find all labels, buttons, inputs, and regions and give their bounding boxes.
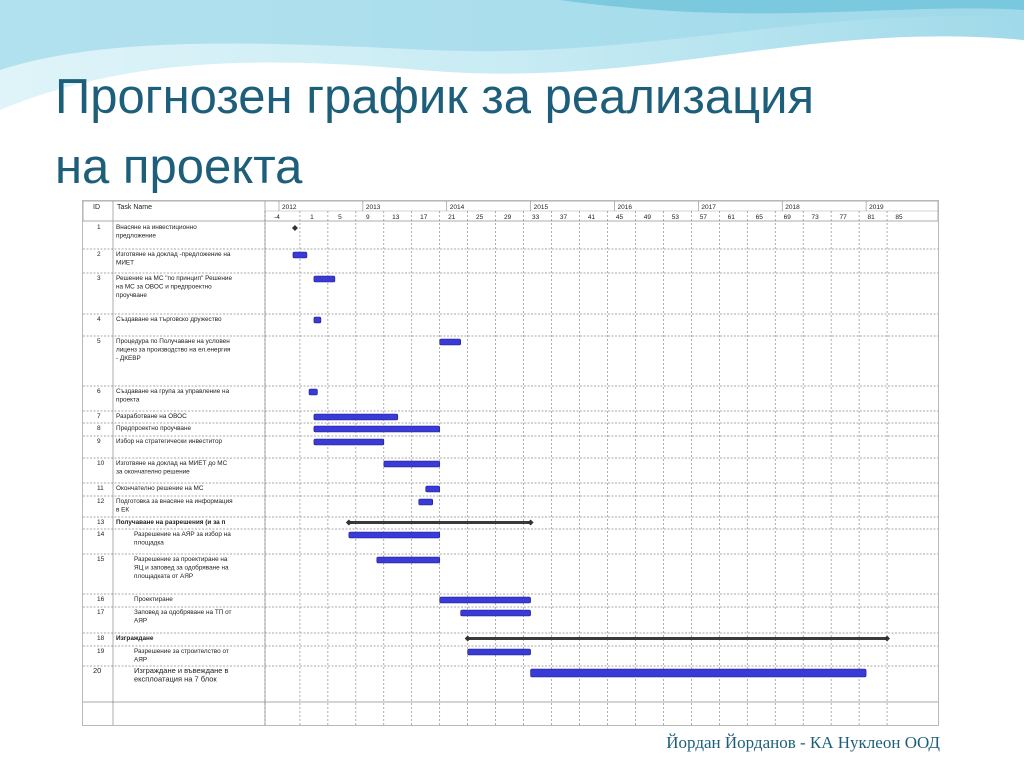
row-id: 2 (97, 251, 101, 258)
year-label: 2014 (449, 204, 465, 211)
header-task-name: Task Name (117, 204, 153, 211)
row-task-name: Подготовка за внасяне на информация (116, 498, 233, 505)
task-bar (440, 339, 461, 345)
summary-end-cap (884, 636, 890, 642)
tick-label: 69 (783, 214, 791, 221)
gantt-row (83, 596, 938, 607)
row-id: 1 (97, 224, 101, 231)
row-task-name: площадката от АЯР (134, 573, 194, 580)
gantt-row (83, 388, 938, 411)
tick-label: 57 (699, 214, 707, 221)
row-task-name: за окончателно решение (116, 468, 190, 476)
row-task-name: - ДКЕВР (116, 355, 141, 362)
gantt-row (83, 460, 938, 483)
header-id: ID (93, 204, 100, 211)
task-bar (314, 426, 440, 432)
row-task-name: Изготвяне на доклад -предложение на (116, 251, 231, 258)
row-task-name: площадка (134, 539, 164, 547)
year-label: 2018 (785, 204, 800, 211)
footer-author: Йордан Йорданов - КА Нуклеон ООД (666, 733, 940, 752)
row-id: 3 (97, 275, 101, 282)
gantt-row (83, 666, 938, 702)
tick-label: 21 (448, 214, 456, 221)
row-task-name: Изграждане (116, 635, 154, 642)
row-task-name: Разрешение за строителство от (134, 648, 229, 655)
row-task-name: Получаване на разрешения (и за п (116, 519, 226, 526)
gantt-row (83, 251, 938, 273)
row-id: 19 (97, 648, 105, 655)
row-task-name: предложение (116, 232, 156, 240)
tick-label: 29 (504, 214, 512, 221)
year-label: 2012 (281, 204, 297, 211)
tick-label: 33 (531, 214, 540, 221)
row-id: 20 (93, 666, 102, 675)
task-bar (440, 597, 531, 603)
gantt-row (83, 437, 938, 458)
row-task-name: Проектиране (134, 596, 173, 603)
row-task-name: АЯР (134, 617, 148, 625)
task-bar (314, 414, 398, 420)
row-id: 4 (97, 316, 101, 323)
row-task-name: Избор на стратегически инвеститор (116, 438, 223, 445)
title-line-1: Прогнозен график за реализация (55, 70, 815, 124)
tick-label: 53 (671, 214, 680, 221)
task-bar (377, 557, 440, 563)
row-task-name: на МС за ОВОС и предпроектно (116, 283, 212, 291)
gantt-row (83, 338, 938, 386)
row-task-name: Предпроектно проучване (116, 425, 192, 432)
task-bar (468, 649, 531, 655)
task-bar (314, 439, 384, 445)
title-line-2: на проекта (55, 140, 303, 194)
row-task-name: в ЕК (116, 506, 130, 514)
task-bar (419, 499, 433, 505)
year-label: 2019 (869, 204, 884, 211)
year-label: 2016 (617, 204, 632, 211)
tick-label: 37 (559, 214, 568, 221)
gantt-row (83, 412, 938, 423)
row-task-name: Създаване на търговско дружество (116, 316, 222, 323)
tick-label: 9 (366, 214, 370, 221)
row-task-name: проекта (116, 396, 140, 404)
task-bar (314, 276, 335, 282)
row-task-name: Разрешение на АЯР за избор на (134, 531, 231, 538)
task-bar (349, 532, 440, 538)
gantt-row (83, 648, 938, 666)
row-task-name: Заповед за одобряване на ТП от (134, 609, 232, 616)
row-task-name: МИЕТ (116, 259, 135, 267)
tick-label: 85 (895, 214, 903, 221)
task-bar (461, 610, 531, 616)
gantt-row (83, 275, 938, 314)
gantt-row (83, 530, 938, 554)
task-bar (314, 317, 321, 323)
row-task-name: Внасяне на инвестиционно (116, 224, 197, 231)
row-id: 6 (97, 388, 101, 395)
tick-label: 17 (420, 214, 428, 221)
tick-label: 49 (643, 214, 652, 221)
task-bar (384, 461, 440, 467)
tick-label: 65 (755, 214, 763, 221)
gantt-svg (83, 201, 938, 725)
gantt-row (83, 425, 938, 436)
row-task-name: АЯР (134, 656, 148, 664)
gantt-row (83, 519, 938, 529)
row-task-name: Създаване на група за управление на (116, 388, 230, 395)
gantt-row (83, 556, 938, 594)
tick-label: 41 (587, 214, 596, 221)
row-task-name: ЯЦ и заповед за одобряване на (134, 564, 229, 572)
row-id: 16 (97, 596, 105, 603)
summary-bar (468, 637, 887, 640)
row-id: 7 (97, 413, 101, 420)
row-id: 9 (97, 438, 101, 445)
row-task-name: експлоатация на 7 блок (134, 674, 217, 684)
row-task-name: Изграждане и въвеждане в (134, 666, 229, 675)
row-task-name: лиценз за производство на ел.енергия (116, 346, 231, 354)
row-id: 8 (97, 425, 101, 432)
row-task-name: Изготвяне на доклад на МИЕТ до МС (116, 460, 228, 467)
row-id: 5 (97, 338, 101, 345)
tick-label: 81 (867, 214, 875, 221)
year-label: 2017 (701, 204, 716, 211)
row-id: 18 (97, 635, 105, 642)
gantt-row (83, 498, 938, 517)
gantt-row (83, 224, 938, 249)
summary-end-cap (528, 520, 534, 526)
tick-label: 13 (392, 214, 400, 221)
row-id: 14 (97, 531, 105, 538)
summary-start-cap (465, 636, 471, 642)
task-bar (426, 486, 440, 492)
summary-start-cap (346, 520, 352, 526)
tick-label: -4 (274, 214, 280, 221)
row-task-name: Разрешение за проектиране на (134, 556, 228, 563)
row-id: 12 (97, 498, 105, 505)
summary-bar (349, 521, 531, 524)
row-task-name: Процедура по Получаване на условен (116, 338, 230, 345)
tick-label: 61 (727, 214, 735, 221)
tick-label: 5 (338, 214, 342, 221)
slide-title (55, 62, 995, 202)
row-task-name: Окончателно решение на МС (116, 485, 204, 492)
row-task-name: Решение на МС "по принцип" Решение (116, 275, 232, 282)
row-id: 11 (97, 485, 104, 492)
year-label: 2013 (365, 204, 381, 211)
row-id: 13 (97, 519, 105, 526)
task-bar (531, 669, 867, 677)
gantt-row (83, 608, 938, 633)
row-id: 10 (97, 460, 105, 467)
milestone-marker (292, 225, 298, 231)
gantt-chart (82, 200, 939, 726)
gantt-row (83, 316, 938, 336)
row-id: 15 (97, 556, 105, 563)
year-label: 2015 (533, 204, 549, 211)
row-task-name: проучване (116, 292, 147, 299)
tick-label: 45 (615, 214, 624, 221)
gantt-row (83, 635, 938, 646)
row-task-name: Разработване на ОВОС (116, 413, 187, 420)
gantt-row (83, 485, 938, 496)
tick-label: 1 (310, 214, 314, 221)
task-bar (293, 252, 307, 258)
row-id: 17 (97, 609, 105, 616)
tick-label: 25 (476, 214, 484, 221)
tick-label: 73 (811, 214, 819, 221)
task-bar (309, 389, 317, 395)
tick-label: 77 (839, 214, 847, 221)
